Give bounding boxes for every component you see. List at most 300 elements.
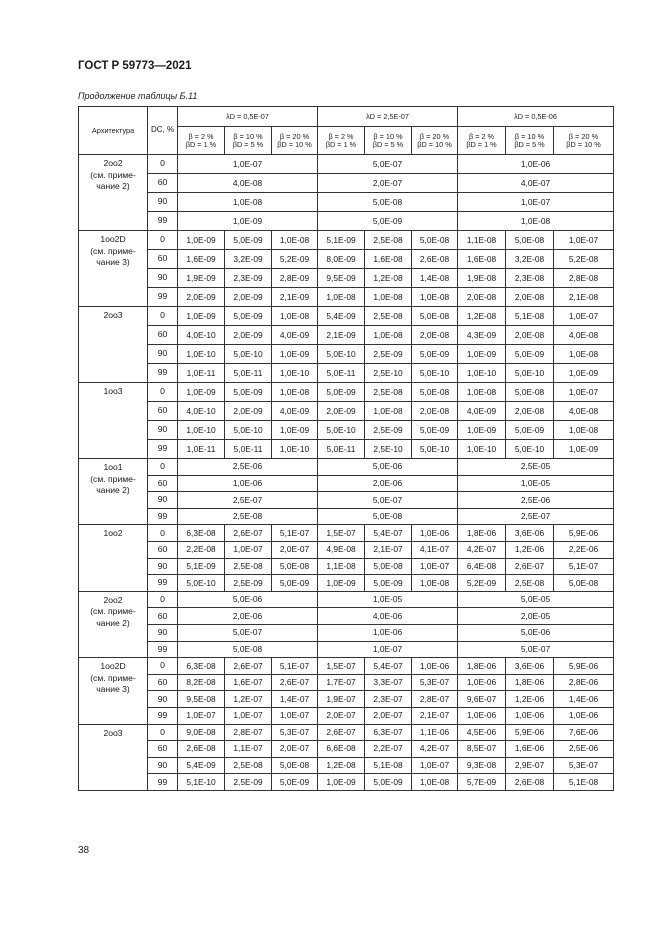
value-cell: 2,0E-09 <box>178 288 225 307</box>
beta-label: β = 2 % <box>328 131 354 141</box>
value-cell: 1,0E-06 <box>506 707 554 724</box>
value-cell: 5,0E-09 <box>506 345 554 364</box>
value-cell: 5,0E-10 <box>178 575 225 592</box>
header-beta-3-1 <box>458 127 506 155</box>
value-cell: 1,0E-06 <box>458 155 614 174</box>
architecture-cell <box>79 459 148 525</box>
dc-cell: 60 <box>148 402 178 421</box>
value-cell: 2,5E-08 <box>225 757 272 774</box>
table-row <box>79 269 614 288</box>
table-row <box>79 558 614 575</box>
value-cell: 2,0E-08 <box>458 288 506 307</box>
value-cell: 2,5E-08 <box>365 307 412 326</box>
dc-cell: 99 <box>148 212 178 231</box>
value-cell: 5,0E-10 <box>506 440 554 459</box>
value-cell: 1,0E-08 <box>554 421 614 440</box>
value-cell: 2,0E-09 <box>318 402 365 421</box>
value-cell: 1,0E-06 <box>458 674 506 691</box>
value-cell: 1,0E-05 <box>318 591 458 608</box>
dc-cell: 99 <box>148 774 178 791</box>
dc-cell: 99 <box>148 440 178 459</box>
architecture-label: 1oo2D <box>100 661 126 672</box>
value-cell: 4,0E-09 <box>272 402 318 421</box>
value-cell: 5,0E-09 <box>225 231 272 250</box>
value-cell: 5,0E-07 <box>318 492 458 509</box>
value-cell: 9,6E-07 <box>458 691 506 708</box>
value-cell: 1,0E-08 <box>458 383 506 402</box>
value-cell: 5,0E-11 <box>225 364 272 383</box>
value-cell: 5,2E-09 <box>272 250 318 269</box>
value-cell: 2,0E-09 <box>225 402 272 421</box>
table-row <box>79 492 614 509</box>
value-cell: 2,5E-08 <box>506 575 554 592</box>
value-cell: 1,0E-10 <box>458 440 506 459</box>
value-cell: 2,5E-08 <box>225 558 272 575</box>
value-cell: 4,0E-08 <box>554 326 614 345</box>
table-row <box>79 691 614 708</box>
value-cell: 4,0E-09 <box>272 326 318 345</box>
architecture-cell <box>79 231 148 307</box>
value-cell: 1,0E-11 <box>178 364 225 383</box>
beta-d-label: βD = 1 % <box>185 139 217 149</box>
value-cell: 5,3E-07 <box>554 757 614 774</box>
value-cell: 5,0E-09 <box>506 421 554 440</box>
value-cell: 2,5E-08 <box>178 508 318 525</box>
beta-d-label: βD = 1 % <box>325 139 357 149</box>
value-cell: 2,0E-07 <box>318 707 365 724</box>
value-cell: 1,2E-08 <box>458 307 506 326</box>
value-cell: 4,0E-10 <box>178 402 225 421</box>
value-cell: 5,1E-07 <box>272 525 318 542</box>
table-row <box>79 575 614 592</box>
value-cell: 1,0E-09 <box>272 345 318 364</box>
value-cell: 1,0E-10 <box>178 421 225 440</box>
value-cell: 4,2E-07 <box>458 541 506 558</box>
value-cell: 2,0E-08 <box>506 402 554 421</box>
table-row <box>79 658 614 675</box>
value-cell: 1,6E-06 <box>506 741 554 758</box>
value-cell: 5,2E-09 <box>458 575 506 592</box>
value-cell: 8,2E-08 <box>178 674 225 691</box>
value-cell: 2,1E-07 <box>365 541 412 558</box>
table-row <box>79 674 614 691</box>
value-cell: 5,1E-10 <box>178 774 225 791</box>
value-cell: 1,0E-06 <box>412 525 458 542</box>
value-cell: 5,0E-07 <box>178 624 318 641</box>
value-cell: 1,0E-08 <box>272 231 318 250</box>
value-cell: 2,5E-07 <box>458 508 614 525</box>
value-cell: 4,9E-08 <box>318 541 365 558</box>
table-row <box>79 459 614 476</box>
dc-cell: 90 <box>148 345 178 364</box>
table-row <box>79 307 614 326</box>
dc-cell: 90 <box>148 421 178 440</box>
value-cell: 2,6E-07 <box>506 558 554 575</box>
value-cell: 2,5E-06 <box>458 492 614 509</box>
architecture-label: 2oo2 <box>103 594 123 605</box>
value-cell: 1,0E-08 <box>272 383 318 402</box>
value-cell: 5,0E-10 <box>412 364 458 383</box>
value-cell: 5,0E-11 <box>318 364 365 383</box>
table-row <box>79 774 614 791</box>
value-cell: 1,1E-07 <box>225 741 272 758</box>
value-cell: 1,0E-09 <box>178 383 225 402</box>
value-cell: 5,1E-08 <box>365 757 412 774</box>
value-cell: 5,0E-09 <box>225 307 272 326</box>
value-cell: 5,0E-11 <box>225 440 272 459</box>
value-cell: 2,0E-08 <box>412 326 458 345</box>
value-cell: 1,0E-07 <box>458 193 614 212</box>
value-cell: 5,0E-10 <box>506 364 554 383</box>
value-cell: 2,6E-08 <box>506 774 554 791</box>
architecture-cell <box>79 658 148 724</box>
architecture-label: чание 3) <box>96 257 130 268</box>
value-cell: 2,0E-09 <box>225 288 272 307</box>
beta-label: β = 10 % <box>514 131 545 141</box>
value-cell: 1,2E-06 <box>506 691 554 708</box>
value-cell: 1,0E-09 <box>458 421 506 440</box>
beta-label: β = 2 % <box>188 131 214 141</box>
value-cell: 5,0E-08 <box>412 307 458 326</box>
header-architecture: Архитектура <box>79 107 148 155</box>
value-cell: 5,0E-09 <box>225 383 272 402</box>
beta-d-label: βD = 1 % <box>466 139 497 149</box>
value-cell: 5,0E-08 <box>506 231 554 250</box>
value-cell: 1,0E-10 <box>272 364 318 383</box>
value-cell: 2,0E-07 <box>272 741 318 758</box>
value-cell: 2,3E-07 <box>365 691 412 708</box>
table-row <box>79 326 614 345</box>
architecture-label: (см. приме- <box>90 672 136 683</box>
value-cell: 1,0E-07 <box>272 707 318 724</box>
value-cell: 2,6E-07 <box>318 724 365 741</box>
value-cell: 2,5E-07 <box>178 492 318 509</box>
header-beta-2-2 <box>365 127 412 155</box>
value-cell: 1,0E-10 <box>272 440 318 459</box>
value-cell: 5,9E-06 <box>554 525 614 542</box>
table-row <box>79 741 614 758</box>
table-row <box>79 345 614 364</box>
value-cell: 2,3E-09 <box>225 269 272 288</box>
value-cell: 1,6E-08 <box>365 250 412 269</box>
value-cell: 1,0E-09 <box>272 421 318 440</box>
value-cell: 1,0E-10 <box>458 364 506 383</box>
header-beta-1-2 <box>225 127 272 155</box>
header-dc: DC, % <box>148 107 178 155</box>
value-cell: 1,2E-08 <box>365 269 412 288</box>
value-cell: 5,1E-07 <box>554 558 614 575</box>
beta-label: β = 10 % <box>373 131 403 141</box>
value-cell: 2,5E-05 <box>458 459 614 476</box>
dc-cell: 60 <box>148 741 178 758</box>
value-cell: 2,0E-09 <box>225 326 272 345</box>
value-cell: 1,0E-08 <box>318 288 365 307</box>
dc-cell: 0 <box>148 525 178 542</box>
value-cell: 2,6E-07 <box>225 658 272 675</box>
architecture-cell <box>79 724 148 790</box>
header-lambda-2: λD = 2,5E-07 <box>318 107 458 127</box>
value-cell: 1,0E-10 <box>178 345 225 364</box>
value-cell: 3,3E-07 <box>365 674 412 691</box>
table-row <box>79 508 614 525</box>
value-cell: 6,6E-08 <box>318 741 365 758</box>
value-cell: 5,3E-07 <box>272 724 318 741</box>
value-cell: 5,0E-10 <box>318 421 365 440</box>
value-cell: 2,0E-06 <box>178 608 318 625</box>
value-cell: 6,4E-08 <box>458 558 506 575</box>
value-cell: 1,0E-08 <box>178 193 318 212</box>
value-cell: 5,0E-07 <box>458 641 614 658</box>
value-cell: 4,0E-10 <box>178 326 225 345</box>
value-cell: 1,0E-08 <box>365 288 412 307</box>
value-cell: 2,5E-06 <box>554 741 614 758</box>
value-cell: 1,0E-09 <box>554 440 614 459</box>
value-cell: 5,0E-09 <box>412 345 458 364</box>
table-row <box>79 383 614 402</box>
table-row <box>79 288 614 307</box>
value-cell: 1,0E-09 <box>318 774 365 791</box>
value-cell: 4,0E-06 <box>318 608 458 625</box>
value-cell: 2,6E-08 <box>178 741 225 758</box>
value-cell: 1,6E-08 <box>458 250 506 269</box>
value-cell: 1,5E-07 <box>318 525 365 542</box>
dc-cell: 60 <box>148 174 178 193</box>
value-cell: 1,0E-07 <box>178 155 318 174</box>
table-row <box>79 231 614 250</box>
value-cell: 5,1E-08 <box>506 307 554 326</box>
dc-cell: 60 <box>148 674 178 691</box>
table-row <box>79 591 614 608</box>
architecture-label: (см. приме- <box>90 245 136 256</box>
value-cell: 1,4E-08 <box>412 269 458 288</box>
value-cell: 5,0E-08 <box>272 558 318 575</box>
value-cell: 4,3E-09 <box>458 326 506 345</box>
architecture-cell <box>79 307 148 383</box>
value-cell: 1,0E-08 <box>365 402 412 421</box>
value-cell: 2,5E-09 <box>225 575 272 592</box>
value-cell: 5,0E-07 <box>318 155 458 174</box>
value-cell: 1,2E-07 <box>225 691 272 708</box>
header-beta-1-3 <box>272 127 318 155</box>
architecture-label: 1oo1 <box>103 462 123 472</box>
dc-cell: 90 <box>148 691 178 708</box>
value-cell: 1,0E-08 <box>412 288 458 307</box>
dc-cell: 90 <box>148 757 178 774</box>
value-cell: 5,1E-07 <box>272 658 318 675</box>
value-cell: 2,9E-07 <box>506 757 554 774</box>
value-cell: 5,0E-09 <box>412 421 458 440</box>
value-cell: 1,0E-07 <box>318 641 458 658</box>
dc-cell: 60 <box>148 250 178 269</box>
architecture-label: 1oo2 <box>103 528 123 539</box>
value-cell: 1,8E-06 <box>506 674 554 691</box>
header-beta-2-1 <box>318 127 365 155</box>
value-cell: 2,0E-05 <box>458 608 614 625</box>
value-cell: 1,0E-07 <box>178 707 225 724</box>
value-cell: 5,0E-08 <box>412 383 458 402</box>
value-cell: 5,0E-08 <box>318 508 458 525</box>
value-cell: 1,0E-09 <box>458 345 506 364</box>
value-cell: 5,0E-08 <box>412 231 458 250</box>
value-cell: 2,5E-08 <box>365 231 412 250</box>
beta-label: β = 10 % <box>233 131 263 141</box>
value-cell: 2,0E-07 <box>318 174 458 193</box>
value-cell: 5,0E-10 <box>225 421 272 440</box>
dc-cell: 99 <box>148 707 178 724</box>
value-cell: 1,0E-06 <box>458 707 506 724</box>
value-cell: 5,1E-09 <box>178 558 225 575</box>
value-cell: 1,8E-06 <box>458 658 506 675</box>
dc-cell: 90 <box>148 624 178 641</box>
value-cell: 5,2E-08 <box>554 250 614 269</box>
value-cell: 2,8E-08 <box>554 269 614 288</box>
value-cell: 5,0E-08 <box>554 575 614 592</box>
value-cell: 2,0E-08 <box>412 402 458 421</box>
value-cell: 1,8E-06 <box>458 525 506 542</box>
value-cell: 1,0E-08 <box>412 575 458 592</box>
header-beta-1-1 <box>178 127 225 155</box>
value-cell: 5,0E-09 <box>365 774 412 791</box>
architecture-label: (см. приме- <box>90 473 136 484</box>
value-cell: 1,0E-09 <box>554 364 614 383</box>
value-cell: 5,0E-09 <box>365 575 412 592</box>
header-beta-3-3 <box>554 127 614 155</box>
beta-d-label: βD = 10 % <box>277 139 312 149</box>
dc-cell: 0 <box>148 231 178 250</box>
value-cell: 2,3E-08 <box>506 269 554 288</box>
table-row <box>79 707 614 724</box>
value-cell: 2,5E-09 <box>365 345 412 364</box>
table-row <box>79 541 614 558</box>
beta-d-label: βD = 5 % <box>372 139 404 149</box>
value-cell: 2,1E-09 <box>318 326 365 345</box>
table-row <box>79 193 614 212</box>
value-cell: 4,0E-09 <box>458 402 506 421</box>
dc-cell: 0 <box>148 591 178 608</box>
value-cell: 5,0E-08 <box>365 558 412 575</box>
value-cell: 5,0E-08 <box>178 641 318 658</box>
dc-cell: 99 <box>148 575 178 592</box>
value-cell: 1,0E-09 <box>318 575 365 592</box>
value-cell: 2,8E-07 <box>412 691 458 708</box>
value-cell: 1,0E-06 <box>178 475 318 492</box>
value-cell: 1,0E-07 <box>554 383 614 402</box>
value-cell: 1,9E-08 <box>458 269 506 288</box>
value-cell: 1,1E-08 <box>458 231 506 250</box>
value-cell: 6,3E-08 <box>178 525 225 542</box>
architecture-label: (см. приме- <box>90 169 136 180</box>
value-cell: 2,6E-07 <box>272 674 318 691</box>
value-cell: 9,5E-08 <box>178 691 225 708</box>
value-cell: 1,4E-06 <box>554 691 614 708</box>
value-cell: 4,0E-08 <box>554 402 614 421</box>
value-cell: 9,5E-09 <box>318 269 365 288</box>
value-cell: 1,0E-06 <box>412 658 458 675</box>
value-cell: 6,3E-08 <box>178 658 225 675</box>
value-cell: 5,0E-06 <box>458 624 614 641</box>
value-cell: 5,0E-09 <box>272 774 318 791</box>
dc-cell: 99 <box>148 508 178 525</box>
value-cell: 6,3E-07 <box>365 724 412 741</box>
beta-label: β = 20 % <box>279 131 310 141</box>
value-cell: 2,0E-08 <box>506 288 554 307</box>
table-row <box>79 250 614 269</box>
value-cell: 1,6E-07 <box>225 674 272 691</box>
architecture-label: 1oo3 <box>103 386 123 396</box>
table-row <box>79 174 614 193</box>
value-cell: 4,2E-07 <box>412 741 458 758</box>
dc-cell: 90 <box>148 492 178 509</box>
dc-cell: 60 <box>148 608 178 625</box>
table-row <box>79 364 614 383</box>
beta-d-label: βD = 5 % <box>232 139 264 149</box>
value-cell: 1,9E-07 <box>318 691 365 708</box>
value-cell: 5,4E-07 <box>365 658 412 675</box>
value-cell: 2,0E-07 <box>365 707 412 724</box>
value-cell: 1,0E-09 <box>178 212 318 231</box>
value-cell: 1,0E-08 <box>365 326 412 345</box>
value-cell: 2,0E-08 <box>506 326 554 345</box>
dc-cell: 90 <box>148 558 178 575</box>
table-body <box>79 155 614 791</box>
value-cell: 2,1E-08 <box>554 288 614 307</box>
value-cell: 5,1E-09 <box>318 231 365 250</box>
architecture-label: чание 2) <box>96 485 130 496</box>
reliability-table <box>78 106 614 791</box>
value-cell: 2,8E-09 <box>272 269 318 288</box>
value-cell: 1,1E-06 <box>412 724 458 741</box>
value-cell: 1,0E-07 <box>554 231 614 250</box>
table-row <box>79 608 614 625</box>
table-row <box>79 475 614 492</box>
architecture-cell <box>79 591 148 657</box>
document-id: ГОСТ Р 59773—2021 <box>78 60 192 72</box>
architecture-cell <box>79 155 148 231</box>
value-cell: 1,0E-06 <box>554 707 614 724</box>
table-row <box>79 402 614 421</box>
value-cell: 5,0E-08 <box>506 383 554 402</box>
value-cell: 2,2E-06 <box>554 541 614 558</box>
value-cell: 2,6E-07 <box>225 525 272 542</box>
value-cell: 9,0E-08 <box>178 724 225 741</box>
architecture-cell <box>79 525 148 591</box>
value-cell: 4,1E-07 <box>412 541 458 558</box>
table-row <box>79 525 614 542</box>
value-cell: 2,8E-06 <box>554 674 614 691</box>
value-cell: 4,5E-06 <box>458 724 506 741</box>
value-cell: 2,5E-06 <box>178 459 318 476</box>
value-cell: 5,4E-09 <box>178 757 225 774</box>
value-cell: 5,4E-09 <box>318 307 365 326</box>
value-cell: 5,0E-06 <box>178 591 318 608</box>
value-cell: 1,0E-07 <box>412 757 458 774</box>
value-cell: 4,0E-07 <box>458 174 614 193</box>
value-cell: 1,0E-09 <box>178 307 225 326</box>
dc-cell: 60 <box>148 326 178 345</box>
value-cell: 2,5E-08 <box>365 383 412 402</box>
dc-cell: 0 <box>148 658 178 675</box>
value-cell: 2,0E-06 <box>318 475 458 492</box>
value-cell: 3,2E-08 <box>506 250 554 269</box>
table-row <box>79 440 614 459</box>
beta-label: β = 2 % <box>468 131 495 141</box>
value-cell: 3,2E-09 <box>225 250 272 269</box>
value-cell: 5,0E-05 <box>458 591 614 608</box>
value-cell: 1,0E-08 <box>554 345 614 364</box>
architecture-label: (см. приме- <box>90 606 136 617</box>
value-cell: 4,0E-08 <box>178 174 318 193</box>
value-cell: 2,1E-07 <box>412 707 458 724</box>
